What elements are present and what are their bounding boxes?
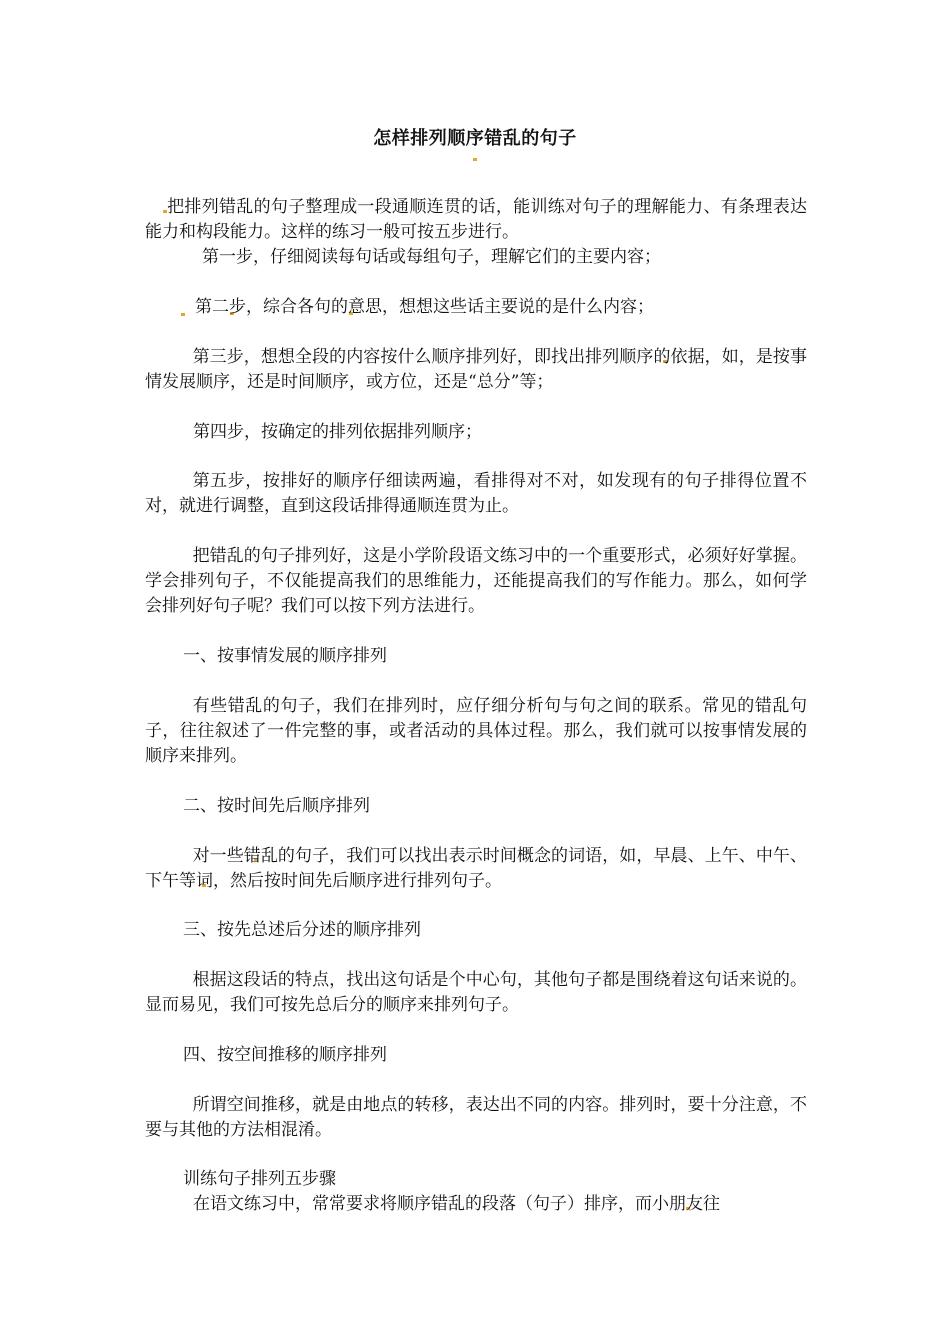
method-2-text: 对一些错乱的句子，我们可以找出表示时间概念的词语，如，早晨、上午、中午、下午等词，然后按时间先后顺序进行排列句子。 — [145, 846, 807, 891]
method-1-text: 有些错乱的句子，我们在排列时，应仔细分析句与句之间的联系。常见的错乱句子，往往叙述了一件完整的事，或者活动的具体过程。那么，我们就可以按事情发展的顺序来排列。 — [145, 696, 807, 766]
intro-paragraph: 把排列错乱的句子整理成一段通顺连贯的话，能训练对句子的理解能力、有条理表达能力和构段能力。这样的练习一般可按五步进行。 — [145, 197, 807, 242]
step-3: 第三步，想想全段的内容按什么顺序排列好，即找出排列顺序的依据，如，是按事情发展顺序，还是时间顺序，或方位，还是“总分”等； — [145, 347, 807, 392]
document-title: 怎样排列顺序错乱的句子 — [373, 128, 577, 149]
step-1: 第一步，仔细阅读每句话或每组句子，理解它们的主要内容； — [202, 247, 661, 267]
training-text: 在语文练习中，常常要求将顺序错乱的段落（句子）排序，而小朋友往 — [193, 1194, 720, 1214]
marker-dot — [181, 313, 185, 316]
step-2: 第二步，综合各句的意思，想想这些话主要说的是什么内容； — [195, 297, 654, 317]
marker-dot — [473, 158, 477, 161]
method-1-heading: 一、按事情发展的顺序排列 — [183, 646, 387, 666]
step-5: 第五步，按排好的顺序仔细读两遍，看排得对不对，如发现有的句子排得位置不对，就进行调整，直到这段话排得通顺连贯为止。 — [145, 471, 807, 516]
method-4-heading: 四、按空间推移的顺序排列 — [183, 1045, 387, 1065]
method-3-heading: 三、按先总述后分述的顺序排列 — [183, 920, 421, 940]
method-2-heading: 二、按时间先后顺序排列 — [183, 796, 370, 816]
method-3-text: 根据这段话的特点，找出这句话是个中心句，其他句子都是围绕着这句话来说的。显而易见，我们可按先总后分的顺序来排列句子。 — [145, 970, 807, 1015]
step-4: 第四步，按确定的排列依据排列顺序； — [193, 422, 482, 442]
training-heading: 训练句子排列五步骤 — [183, 1169, 336, 1189]
method-4-text: 所谓空间推移，就是由地点的转移，表达出不同的内容。排列时，要十分注意，不要与其他的方法相混淆。 — [145, 1095, 807, 1140]
importance-paragraph: 把错乱的句子排列好，这是小学阶段语文练习中的一个重要形式，必须好好掌握。学会排列句子，不仅能提高我们的思维能力，还能提高我们的写作能力。那么，如何学会排列好句子呢？我们可以按下列方法进行。 — [145, 546, 807, 616]
